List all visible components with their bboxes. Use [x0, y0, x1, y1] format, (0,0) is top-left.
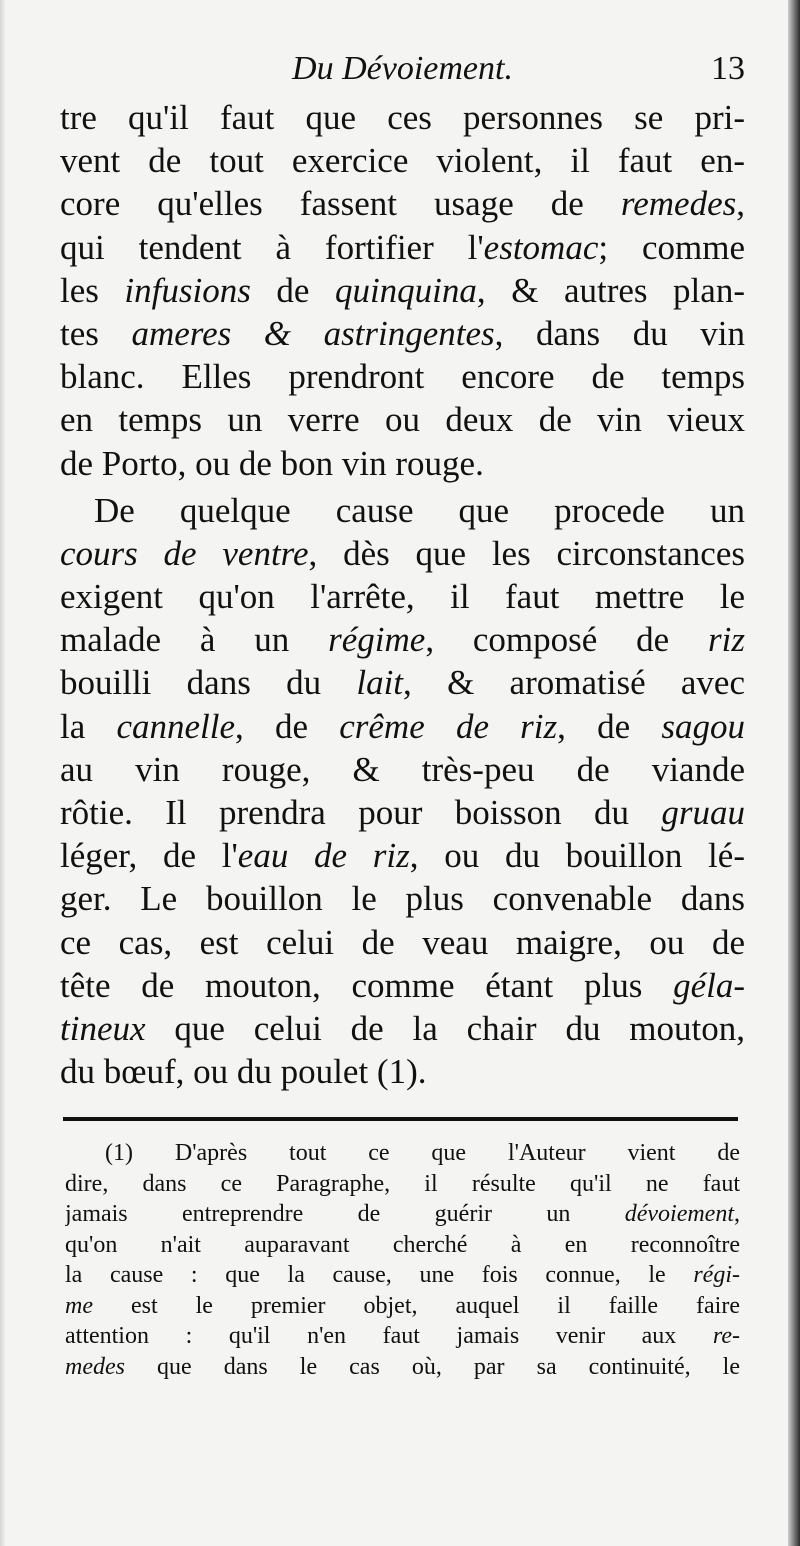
italic-term: quinquina: [334, 270, 477, 310]
text-line: [60, 312, 745, 355]
italic-term: me: [65, 1292, 93, 1319]
text-run: au vin rouge, & très-peu de viande: [60, 749, 745, 789]
italic-term: ameres & astringentes: [131, 313, 495, 353]
text-line: [60, 226, 745, 269]
text-run: tre qu'il faut que ces personnes se pri-: [60, 98, 745, 137]
text-line: [60, 1007, 745, 1050]
text-line: [60, 921, 745, 964]
text-run: De quelque cause que procede un: [94, 490, 745, 530]
text-run: dire, dans ce Paragraphe, il résulte qu'il ne faut: [65, 1170, 740, 1197]
italic-term: géla-: [673, 965, 745, 1005]
text-run: ,: [734, 1201, 740, 1227]
text-run: core qu'elles fassent usage de: [60, 184, 621, 224]
text-run: , dans du vin: [494, 313, 745, 353]
italic-term: sagou: [661, 706, 745, 746]
italic-term: tineux: [60, 1008, 146, 1048]
text-run: attention : qu'il n'en faut jamais venir aux: [65, 1323, 713, 1349]
text-line: [60, 575, 745, 618]
text-run: , de: [557, 706, 662, 746]
text-line: [65, 1138, 740, 1169]
text-run: ,: [736, 184, 745, 224]
text-run: qui tendent à fortifier l': [60, 227, 484, 267]
text-run: bouilli dans du: [60, 663, 357, 703]
text-line: [60, 489, 745, 532]
scan-shadow-left: [0, 0, 6, 1546]
italic-term: re-: [712, 1323, 740, 1349]
text-run: est le premier objet, auquel il faille faire: [92, 1292, 740, 1319]
text-run: léger, de l': [60, 836, 238, 876]
text-run: , & autres plan-: [476, 270, 745, 310]
text-line: [65, 1260, 740, 1291]
text-line: [60, 877, 745, 920]
text-line: [60, 355, 745, 398]
text-line: [60, 661, 745, 704]
text-run: rôtie. Il prendra pour boisson du: [60, 793, 662, 832]
text-line: [65, 1169, 740, 1200]
text-line: [60, 791, 745, 834]
italic-term: riz: [708, 620, 745, 660]
text-run: que dans le cas où, par sa continuité, le: [124, 1353, 740, 1380]
text-line: [60, 269, 745, 312]
text-line: [65, 1321, 740, 1352]
italic-term: crême de riz: [339, 706, 558, 746]
body-text: [60, 96, 745, 1093]
text-run: les: [60, 270, 125, 310]
text-run: du bœuf, ou du poulet (1).: [60, 1052, 427, 1092]
footnote: [65, 1138, 740, 1382]
paragraph-diet-advice: [60, 96, 745, 485]
text-line: [60, 834, 745, 877]
paragraph-regime: [60, 489, 745, 1094]
text-run: vent de tout exercice violent, il faut en-: [60, 141, 745, 181]
text-run: blanc. Elles prendront encore de temps: [60, 357, 745, 397]
text-run: (1) D'après tout ce que l'Auteur vient de: [105, 1140, 740, 1166]
text-run: ger. Le bouillon le plus convenable dans: [60, 879, 745, 919]
running-title: Du Dévoiement.: [292, 50, 513, 87]
text-line: [60, 748, 745, 791]
text-run: , composé de: [425, 620, 709, 660]
page-number: 13: [711, 50, 745, 87]
text-line: [60, 532, 745, 575]
italic-term: gruau: [661, 793, 745, 832]
text-line: [60, 96, 745, 139]
italic-term: estomac: [483, 227, 599, 267]
text-run: de Porto, ou de bon vin rouge.: [60, 443, 484, 483]
italic-term: cours de ventre: [60, 533, 309, 573]
italic-term: dévoiement: [624, 1201, 734, 1227]
italic-term: régi-: [693, 1262, 740, 1288]
text-run: en temps un verre ou deux de vin vieux: [60, 400, 745, 440]
text-run: qu'on n'ait auparavant cherché à en reconnoître: [65, 1231, 740, 1258]
text-run: de: [250, 270, 335, 310]
text-run: ce cas, est celui de veau maigre, ou de: [60, 922, 745, 962]
text-run: , dès que les circonstances: [308, 533, 745, 573]
text-line: [60, 442, 745, 485]
scan-shadow-right: [788, 0, 800, 1546]
text-line: [65, 1291, 740, 1322]
italic-term: remedes: [620, 184, 737, 224]
italic-term: eau de riz: [237, 836, 410, 876]
italic-term: medes: [65, 1353, 125, 1380]
text-run: , de: [235, 706, 340, 746]
text-run: malade à un: [60, 620, 329, 660]
italic-term: cannelle: [116, 706, 236, 746]
text-line: [60, 139, 745, 182]
text-run: tête de mouton, comme étant plus: [60, 965, 674, 1005]
text-line: [60, 705, 745, 748]
text-run: , & aromatisé avec: [403, 663, 745, 703]
text-line: [60, 1050, 745, 1093]
text-line: [60, 398, 745, 441]
page-header: [60, 44, 745, 94]
italic-term: infusions: [124, 270, 251, 310]
text-run: la cause : que la cause, une fois connue, le: [65, 1262, 694, 1288]
text-line: [60, 964, 745, 1007]
text-line: [60, 618, 745, 661]
text-run: la: [60, 706, 117, 746]
footnote-rule: [63, 1117, 738, 1121]
text-line: [65, 1230, 740, 1261]
text-run: ; comme: [598, 227, 745, 267]
text-run: jamais entreprendre de guérir un: [65, 1201, 625, 1227]
text-line: [65, 1199, 740, 1230]
text-run: tes: [60, 313, 132, 353]
text-line: [60, 182, 745, 225]
italic-term: lait: [356, 663, 404, 703]
text-run: , ou du bouillon lé-: [409, 836, 745, 876]
text-run: que celui de la chair du mouton,: [145, 1008, 745, 1048]
italic-term: régime: [328, 620, 426, 660]
text-run: exigent qu'on l'arrête, il faut mettre le: [60, 577, 745, 617]
text-line: [65, 1352, 740, 1383]
